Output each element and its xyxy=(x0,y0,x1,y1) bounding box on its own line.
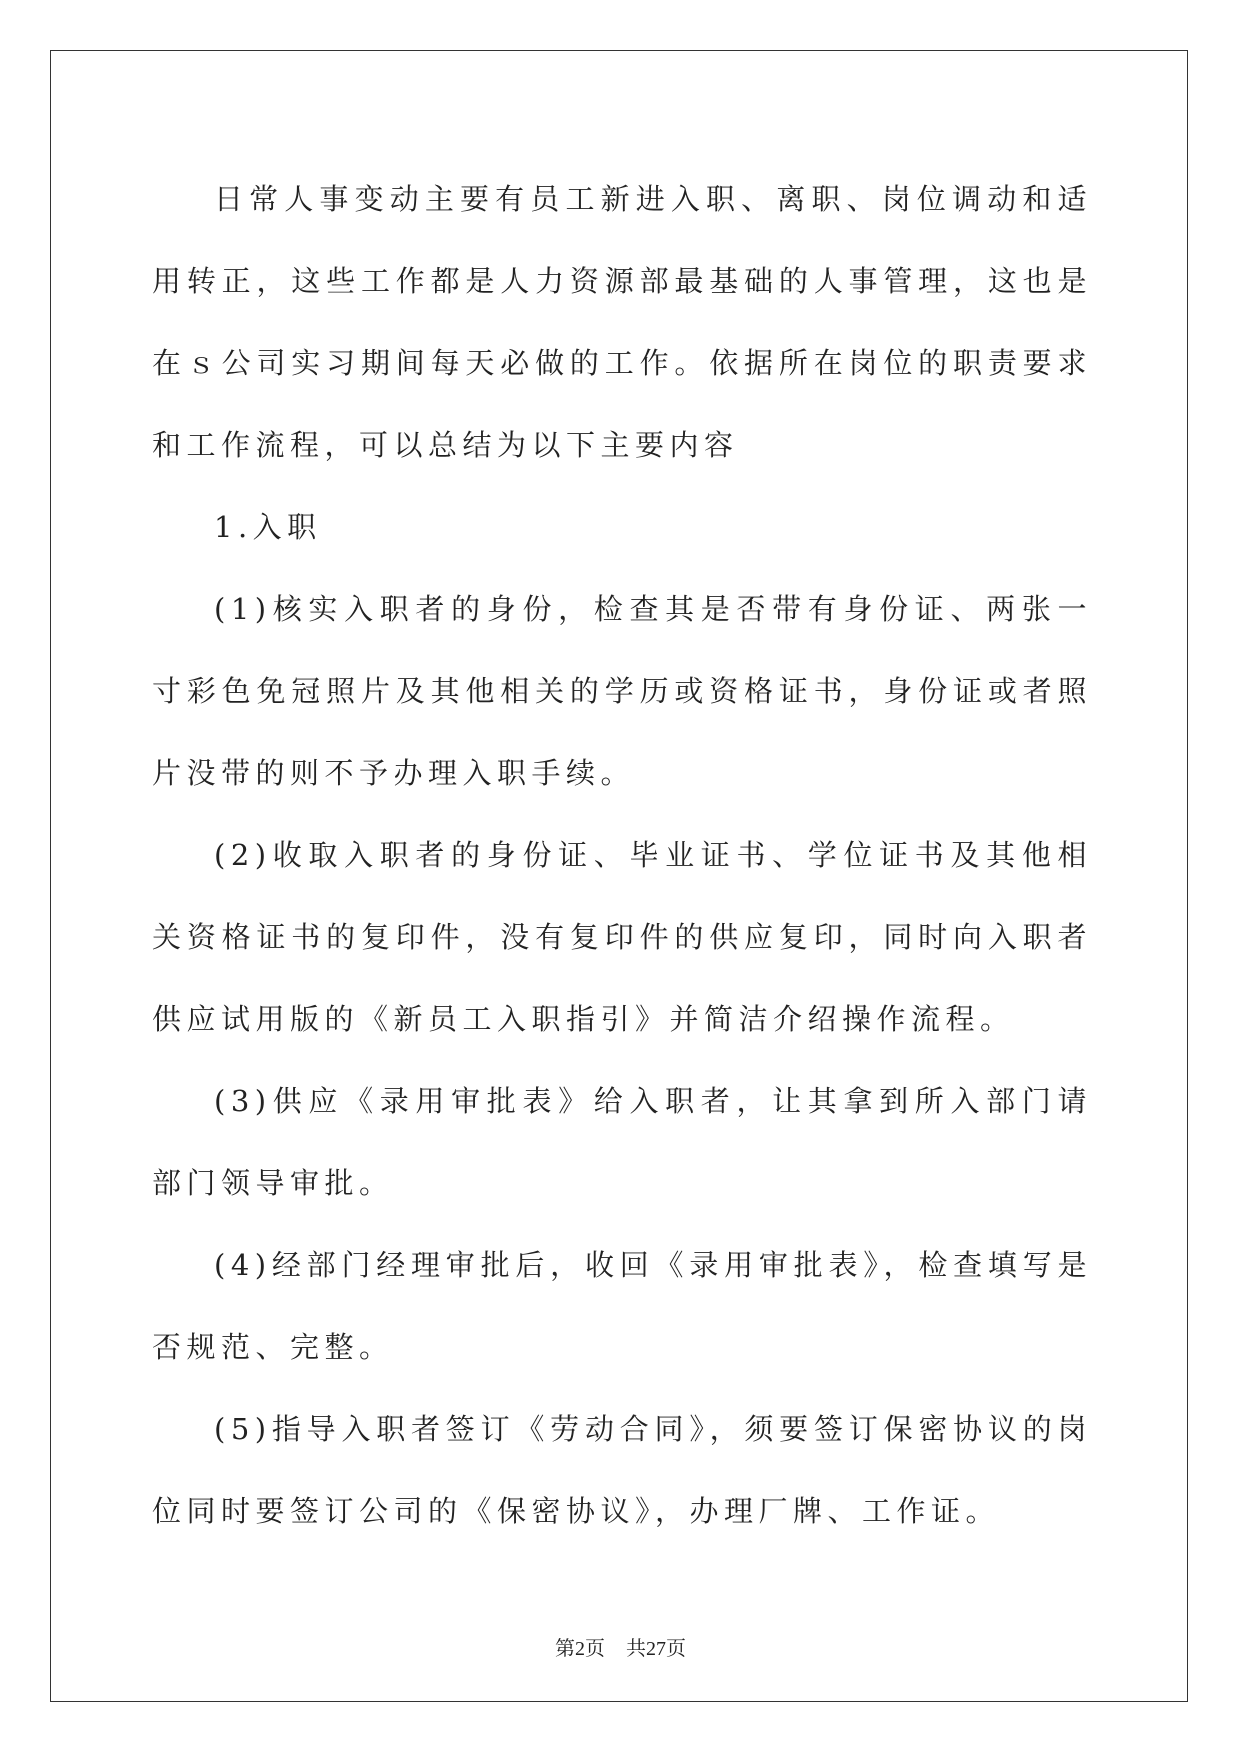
document-body xyxy=(152,158,1092,1552)
paragraph-step-3: (3)供应《录用审批表》给入职者，让其拿到所入部门请部门领导审批。 xyxy=(152,1084,1092,1200)
paragraph-step-4: (4)经部门经理审批后，收回《录用审批表》，检查填写是否规范、完整。 xyxy=(152,1248,1092,1364)
page-total: 共27页 xyxy=(626,1638,686,1660)
paragraph-step-2: (2)收取入职者的身份证、毕业证书、学位证书及其他相关资格证书的复印件，没有复印件的供应复印，同时向入职者供应试用版的《新员工入职指引》并简洁介绍操作流程。 xyxy=(152,838,1092,1036)
paragraph-step-1: (1)核实入职者的身份，检查其是否带有身份证、两张一寸彩色免冠照片及其他相关的学历或资格证书，身份证或者照片没带的则不予办理入职手续。 xyxy=(152,592,1092,790)
paragraph-intro: 日常人事变动主要有员工新进入职、离职、岗位调动和适用转正，这些工作都是人力资源部最基础的人事管理，这也是在ｓ公司实习期间每天必做的工作。依据所在岗位的职责要求和工作流程，可以总结为以下主要内容 xyxy=(152,182,1092,462)
section-heading-onboarding: 1.入职 xyxy=(214,510,322,544)
page-number: 第2页 xyxy=(555,1638,605,1660)
page-footer xyxy=(0,1632,1241,1661)
paragraph-step-5: (5)指导入职者签订《劳动合同》，须要签订保密协议的岗位同时要签订公司的《保密协议》，办理厂牌、工作证。 xyxy=(152,1412,1092,1528)
